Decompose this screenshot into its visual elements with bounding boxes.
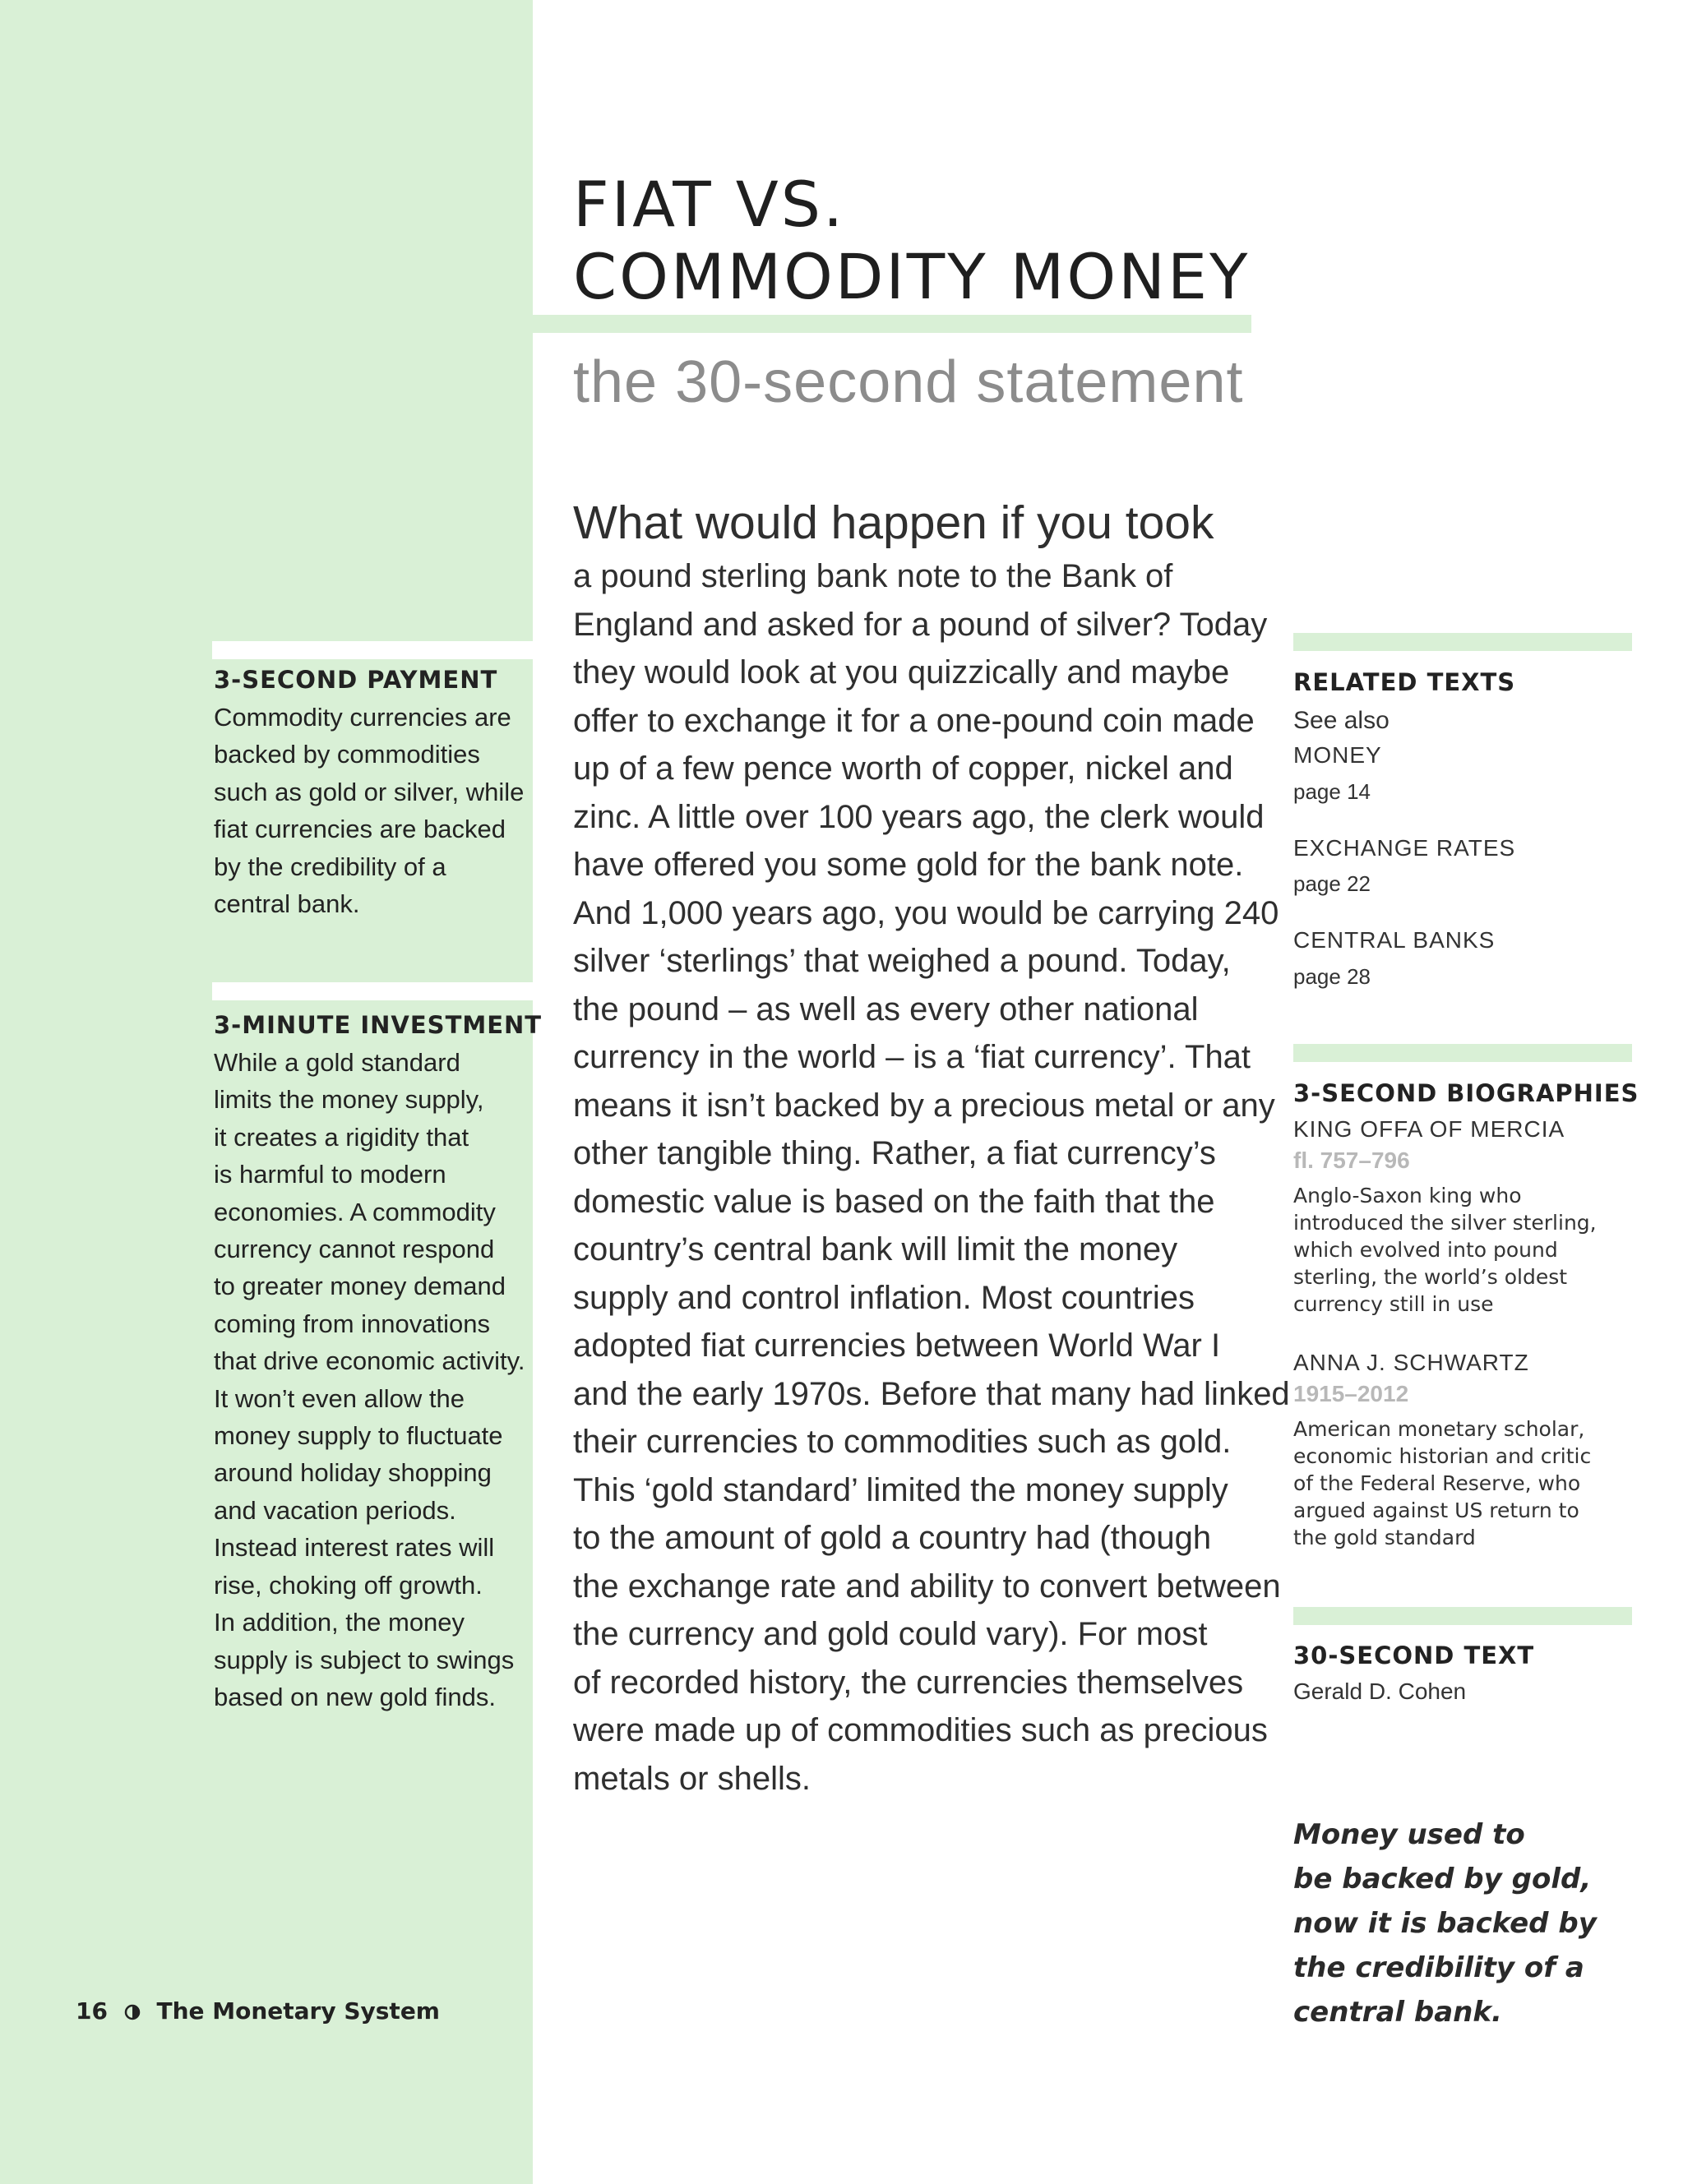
investment-line: In addition, the money: [214, 1608, 465, 1637]
investment-line: money supply to fluctuate: [214, 1421, 503, 1451]
quote-line: the credibility of a: [1293, 1951, 1584, 1984]
biography-desc-line: introduced the silver sterling,: [1293, 1211, 1597, 1235]
body-line: a pound sterling bank note to the Bank of: [573, 558, 1173, 594]
body-lead: What would happen if you took: [573, 496, 1214, 549]
investment-line: it creates a rigidity that: [214, 1122, 469, 1152]
body-line: means it isn’t backed by a precious metal or any: [573, 1087, 1275, 1124]
section-subtitle: the 30-second statement: [573, 349, 1244, 415]
related-page-central-banks: page 28: [1293, 964, 1371, 989]
related-heading: RELATED TEXTS: [1293, 668, 1516, 696]
body-line: their currencies to commodities such as gold.: [573, 1424, 1232, 1460]
investment-line: economies. A commodity: [214, 1197, 496, 1226]
page-number: 16: [76, 1997, 108, 2025]
related-item-money: MONEY: [1293, 742, 1382, 768]
payment-line: fiat currencies are backed: [214, 815, 506, 844]
biography-desc-line: Anglo-Saxon king who: [1293, 1184, 1522, 1207]
investment-line: supply is subject to swings: [214, 1645, 515, 1674]
author-heading: 30-SECOND TEXT: [1293, 1641, 1535, 1669]
biography-desc-line: sterling, the world’s oldest: [1293, 1265, 1568, 1289]
pull-quote: [1293, 1812, 1597, 2034]
body-line: to the amount of gold a country had (though: [573, 1520, 1212, 1556]
half-circle-icon: [124, 1997, 141, 2025]
body-line: zinc. A little over 100 years ago, the clerk would: [573, 798, 1265, 835]
investment-heading: 3-MINUTE INVESTMENT: [214, 1011, 543, 1039]
body-line: they would look at you quizzically and maybe: [573, 654, 1230, 690]
quote-line: be backed by gold,: [1293, 1863, 1592, 1895]
body-line: silver ‘sterlings’ that weighed a pound. Today,: [573, 943, 1231, 979]
biography-desc-line: which evolved into pound: [1293, 1238, 1558, 1262]
biography-name: KING OFFA OF MERCIA: [1293, 1116, 1565, 1142]
related-see-also: See also: [1293, 707, 1390, 734]
biography-desc-line: of the Federal Reserve, who: [1293, 1471, 1581, 1495]
payment-line: such as gold or silver, while: [214, 777, 525, 806]
body-line: of recorded history, the currencies themselves: [573, 1664, 1244, 1701]
biography-description: [1293, 1182, 1597, 1318]
investment-line: currency cannot respond: [214, 1235, 495, 1264]
investment-line: to greater money demand: [214, 1272, 506, 1301]
body-line: the pound – as well as every other national: [573, 990, 1199, 1027]
investment-line: rise, choking off growth.: [214, 1570, 483, 1600]
investment-line: limits the money supply,: [214, 1085, 484, 1115]
related-page-money: page 14: [1293, 779, 1371, 804]
biography-dates: fl. 757–796: [1293, 1147, 1410, 1173]
body-line: domestic value is based on the faith that the: [573, 1183, 1215, 1220]
body-line: have offered you some gold for the bank note.: [573, 847, 1244, 883]
body-line: supply and control inflation. Most countries: [573, 1279, 1195, 1316]
investment-line: is harmful to modern: [214, 1160, 446, 1189]
author-name: Gerald D. Cohen: [1293, 1678, 1467, 1704]
biography-desc-line: the gold standard: [1293, 1526, 1476, 1549]
payment-line: by the credibility of a: [214, 852, 446, 881]
biography-desc-line: economic historian and critic: [1293, 1444, 1592, 1468]
title-line: FIAT VS.: [573, 168, 846, 241]
section-name: The Monetary System: [156, 1997, 440, 2025]
biography-desc-line: argued against US return to: [1293, 1498, 1579, 1522]
related-item-central-banks: CENTRAL BANKS: [1293, 927, 1496, 953]
quote-line: central bank.: [1293, 1996, 1502, 2029]
quote-line: now it is backed by: [1293, 1907, 1597, 1940]
body-line: adopted fiat currencies between World War I: [573, 1327, 1221, 1364]
investment-line: and vacation periods.: [214, 1495, 456, 1525]
quote-line: Money used to: [1293, 1818, 1525, 1851]
biographies-top-rule: [1293, 1044, 1632, 1062]
investment-sidebar-box: [214, 1011, 543, 1715]
payment-line: Commodity currencies are: [214, 703, 511, 732]
body-line: England and asked for a pound of silver? Today: [573, 606, 1268, 643]
title-underline-rule: [533, 315, 1251, 333]
biography-description: [1293, 1415, 1591, 1551]
biography-name: ANNA J. SCHWARTZ: [1293, 1350, 1529, 1375]
body-line: were made up of commodities such as precious: [573, 1712, 1268, 1748]
investment-line: It won’t even allow the: [214, 1383, 465, 1413]
related-page-exchange-rates: page 22: [1293, 871, 1371, 896]
body-line: And 1,000 years ago, you would be carrying 240: [573, 894, 1279, 931]
biographies-heading: 3-SECOND BIOGRAPHIES: [1293, 1079, 1639, 1107]
payment-text: [214, 699, 526, 922]
biography-dates: 1915–2012: [1293, 1381, 1409, 1406]
related-item-exchange-rates: EXCHANGE RATES: [1293, 835, 1516, 861]
body-line: other tangible thing. Rather, a fiat currency’s: [573, 1135, 1216, 1171]
page-title: [573, 169, 1297, 313]
investment-line: based on new gold finds.: [214, 1682, 496, 1711]
investment-line: coming from innovations: [214, 1309, 490, 1338]
body-line: country’s central bank will limit the money: [573, 1231, 1178, 1267]
payment-sidebar-box: [214, 666, 526, 922]
biography-desc-line: American monetary scholar,: [1293, 1417, 1585, 1441]
related-top-rule: [1293, 633, 1632, 651]
payment-line: backed by commodities: [214, 740, 480, 769]
main-body-text: [573, 493, 1290, 1803]
body-line: metals or shells.: [573, 1760, 811, 1797]
investment-line: around holiday shopping: [214, 1458, 492, 1488]
payment-heading: 3-SECOND PAYMENT: [214, 666, 498, 694]
investment-line: While a gold standard: [214, 1048, 460, 1077]
body-line: offer to exchange it for a one-pound coin made: [573, 702, 1255, 739]
author-top-rule: [1293, 1607, 1632, 1625]
investment-line: that drive economic activity.: [214, 1346, 525, 1376]
body-line: the currency and gold could vary). For most: [573, 1616, 1208, 1652]
payment-top-rule: [212, 641, 533, 659]
title-line: COMMODITY MONEY: [573, 240, 1251, 313]
body-line: the exchange rate and ability to convert between: [573, 1568, 1281, 1605]
investment-top-rule: [212, 982, 533, 1000]
biography-desc-line: currency still in use: [1293, 1292, 1494, 1316]
page-footer: [76, 1997, 440, 2025]
body-line: This ‘gold standard’ limited the money supply: [573, 1471, 1228, 1508]
body-line: and the early 1970s. Before that many had linked: [573, 1375, 1290, 1412]
body-line: currency in the world – is a ‘fiat currency’. That: [573, 1039, 1251, 1075]
payment-line: central bank.: [214, 889, 360, 919]
investment-line: Instead interest rates will: [214, 1533, 495, 1563]
body-line: up of a few pence worth of copper, nickel and: [573, 750, 1233, 787]
investment-text: [214, 1044, 526, 1715]
